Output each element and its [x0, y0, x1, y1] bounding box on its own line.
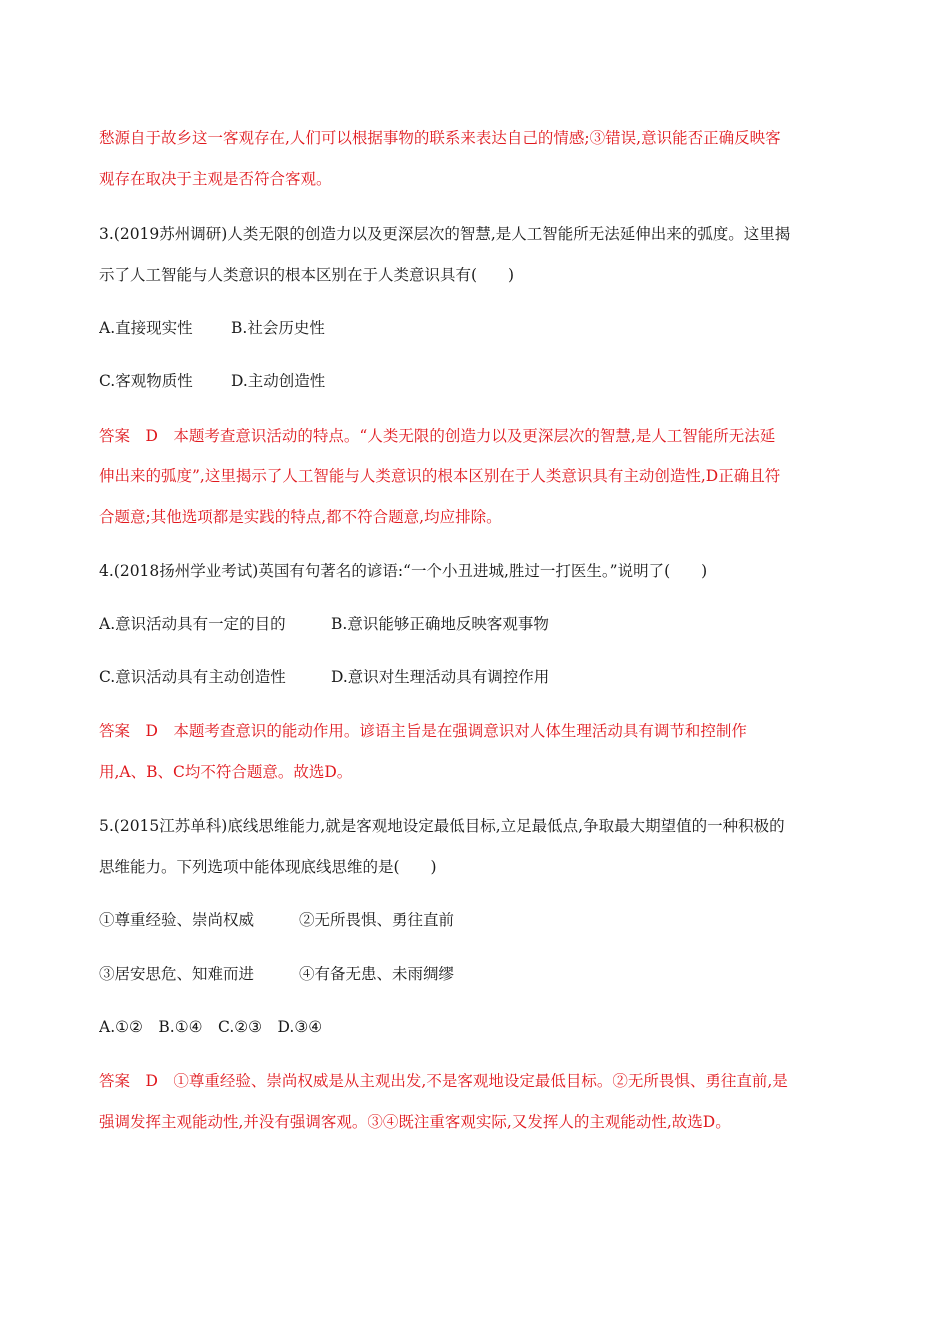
q4-option-a: A.意识活动具有一定的目的: [99, 615, 286, 633]
q4-option-b: B.意识能够正确地反映客观事物: [331, 615, 549, 633]
q5-answer-line-1: 答案 D ①尊重经验、崇尚权威是从主观出发,不是客观地设定最低目标。②无所畏惧、勇往直前,是: [99, 1072, 788, 1090]
q4-answer-line-1: 答案 D 本题考查意识的能动作用。谚语主旨是在强调意识对人体生理活动具有调节和控制作: [99, 722, 747, 740]
q5-item-3: ③居安思危、知难而进: [99, 965, 255, 983]
q5-stem-line-1: 5.(2015江苏单科)底线思维能力,就是客观地设定最低目标,立足最低点,争取最大期望值的一种积极的: [99, 817, 785, 835]
q3-stem-line-2: 示了人工智能与人类意识的根本区别在于人类意识具有( ): [99, 266, 515, 284]
q4-answer-line-2: 用,A、B、C均不符合题意。故选D。: [99, 763, 353, 781]
q3-option-c: C.客观物质性: [99, 372, 193, 390]
q5-options: A.①② B.①④ C.②③ D.③④: [99, 1018, 323, 1036]
q4-options-row-2: [99, 667, 859, 687]
q3-option-b: B.社会历史性: [231, 319, 325, 337]
q4-option-d: D.意识对生理活动具有调控作用: [331, 668, 550, 686]
q5-stem-line-2: 思维能力。下列选项中能体现底线思维的是( ): [99, 858, 437, 876]
q5-item-1: ①尊重经验、崇尚权威: [99, 911, 255, 929]
q3-answer-line-3: 合题意;其他选项都是实践的特点,都不符合题意,均应排除。: [99, 508, 502, 526]
q3-answer-line-1: 答案 D 本题考查意识活动的特点。“人类无限的创造力以及更深层次的智慧,是人工智能所无法延: [99, 427, 776, 445]
prev-answer-line-1: 愁源自于故乡这一客观存在,人们可以根据事物的联系来表达自己的情感;③错误,意识能否正确反映客: [99, 129, 781, 147]
q5-answer-line-2: 强调发挥主观能动性,并没有强调客观。③④既注重客观实际,又发挥人的主观能动性,故选D。: [99, 1113, 731, 1131]
q3-options-row-2: [99, 371, 859, 391]
q4-stem: 4.(2018扬州学业考试)英国有句著名的谚语:“一个小丑进城,胜过一打医生。”说明了( ): [99, 562, 708, 580]
q4-option-c: C.意识活动具有主动创造性: [99, 668, 286, 686]
prev-answer-line-2: 观存在取决于主观是否符合客观。: [99, 170, 332, 188]
q5-item-2: ②无所畏惧、勇往直前: [299, 911, 455, 929]
q3-option-d: D.主动创造性: [231, 372, 326, 390]
q5-items-row-2: [99, 964, 859, 984]
q4-options-row-1: [99, 614, 859, 634]
q5-item-4: ④有备无患、未雨绸缪: [299, 965, 455, 983]
q3-answer-line-2: 伸出来的弧度”,这里揭示了人工智能与人类意识的根本区别在于人类意识具有主动创造性,D正确且符: [99, 467, 781, 485]
q3-option-a: A.直接现实性: [99, 319, 193, 337]
q3-options-row-1: [99, 318, 859, 338]
q3-stem-line-1: 3.(2019苏州调研)人类无限的创造力以及更深层次的智慧,是人工智能所无法延伸出来的弧度。这里揭: [99, 225, 791, 243]
q5-items-row-1: [99, 910, 859, 930]
